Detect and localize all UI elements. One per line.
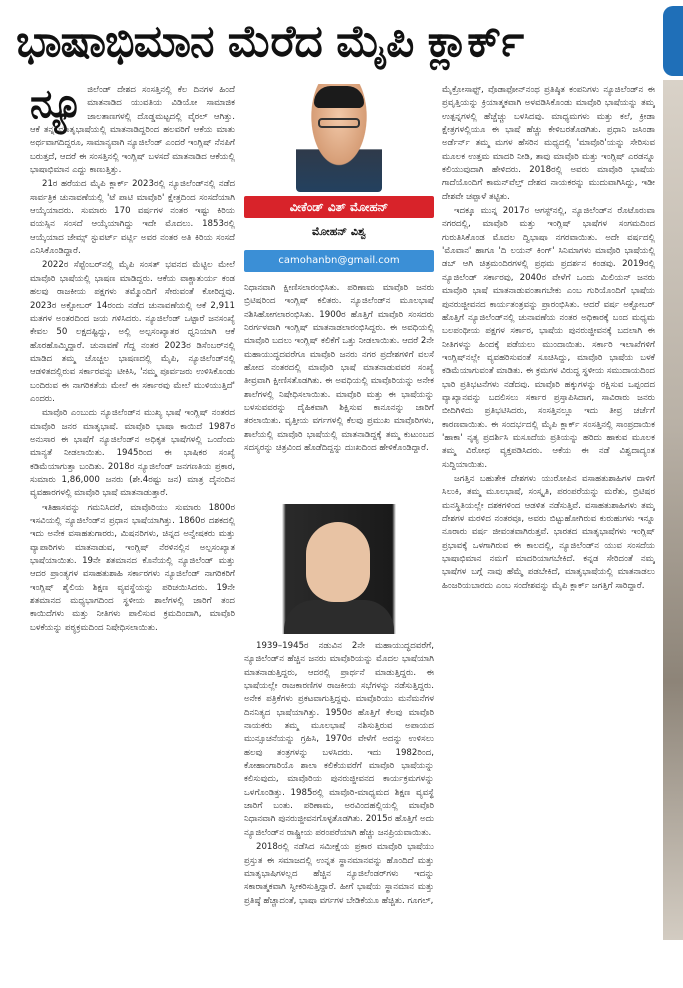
paragraph: ಮಾವೊರಿ ಎಂಬುದು ನ್ಯೂಜಿಲೆಂಡ್‌ನ ಮುಖ್ಯ ಭಾಷೆ ಇಂಗ್ಲಿಷ್ ನಂತರದ ಮಾವೊರಿ ಜನರ ಮಾತೃಭಾಷೆ. ಮಾವೊರಿ ಭಾಷಾ ಕಾಯಿದೆ 1987ರ ಅನುಸಾರ ಈ ಭಾಷೆಗೆ ನ್ಯೂಜಿಲೆಂಡ್‌ನ ಅಧಿಕೃತ ಭಾಷೆಗಳಲ್ಲಿ ಒಂದೆಂದು ಮಾನ್ಯತೆ ನೀಡಲಾಯಿತು. 1945ರಿಂದ ಈ ಭಾಷಿಕರ ಸಂಖ್ಯೆ ಕಡಿಮೆಯಾಗುತ್ತಾ ಬಂದಿತು. 2018ರ ನ್ಯೂಜಿಲೆಂಡ್ ಜನಗಣತಿಯ ಪ್ರಕಾರ, ಸುಮಾರು 1,86,000 ಜನರು (ಶೇ.4ರಷ್ಟು ಜನ) ಮಾತ್ರ ದೈನಂದಿನ ವ್ಯವಹಾರಗಳಲ್ಲಿ ಮಾವೊರಿ ಭಾಷೆ ಮಾತನಾಡುತ್ತಾರೆ. — [30, 408, 235, 499]
author-byline: ಮೋಹನ್ ವಿಶ್ವ — [312, 225, 366, 238]
paragraph: ಜಗತ್ತಿನ ಬಹುತೇಕ ದೇಶಗಳು ಯುರೋಪಿನ ವಸಾಹತುಶಾಹಿಗಳ ದಾಳಿಗೆ ಸಿಲುಕಿ, ತಮ್ಮ ಮೂಲಭಾಷೆ, ಸಂಸ್ಕೃತಿ, ಪರಂಪರೆಯನ್ನು ಮರೆತು, ಬ್ರಿಟಿಷರ ಮನಸ್ಥಿತಿಯಲ್ಲೇ ದಶಕಗಳಿಂದ ಆಡಳಿತ ನಡೆಸುತ್ತಿವೆ. ವಸಾಹತುಶಾಹಿಗಳು ತಮ್ಮ ದೇಶಗಳ ಮರಳಿದ ನಂತರವೂ, ಅವರು ಬಿಟ್ಟುಹೋಗಿರುವ ಕುರುಹುಗಳು ಇನ್ನೂ ನೂರಾರು ವರ್ಷ ಜೀವಂತವಾಗಿರುತ್ತವೆ. ಭಾರತದ ಮಾತೃಭಾಷೆಗಳು ಇಂಗ್ಲಿಷ್ ಪ್ರಭಾವಕ್ಕೆ ಒಳಗಾಗಿರುವ ಈ ಕಾಲದಲ್ಲಿ, ನ್ಯೂಜಿಲೆಂಡ್‌ನ ಯುವ ಸಂಸದೆಯ ಭಾಷಾಭಿಮಾನ ನಮಗೆ ಮಾದರಿಯಾಗಬೇಕಿದೆ. ಕನ್ನಡ ಸೇರಿದಂತೆ ನಮ್ಮ ಭಾಷೆಗಳ ಬಗ್ಗೆ ನಾವು ಹೆಮ್ಮೆ ಪಡಬೇಕಿದೆ, ಮಾತೃಭಾಷೆಯಲ್ಲಿ ಮಾತನಾಡಲು ಹಿಂಜರಿಯಬಾರದು ಎಂಬ ಸಂದೇಶವನ್ನು ಮೈಪಿ ಕ್ಲಾರ್ಕ್ ಜಗತ್ತಿಗೆ ಸಾರಿದ್ದಾರೆ. — [442, 473, 655, 591]
photo-subject-face — [306, 522, 370, 602]
portrait-hair — [314, 86, 364, 108]
author-portrait — [296, 84, 382, 192]
author-email[interactable]: camohanbn@gmail.com — [244, 250, 434, 272]
paragraph: ಇದಕ್ಕೂ ಮುನ್ನ 2017ರ ಆಗಸ್ಟ್‌ನಲ್ಲಿ, ನ್ಯೂಜಿಲೆಂಡ್‌ನ ರೊಟೊರುವಾ ನಗರದಲ್ಲಿ, ಮಾವೊರಿ ಮತ್ತು ಇಂಗ್ಲಿಷ್ ಭಾಷೆಗಳ ಸಂಗಮದಿಂದ ಗುರುತಿಸಿಕೊಂಡ ಮೊದಲ ದ್ವಿಭಾಷಾ ನಗರವಾಯಿತು. ಅದೇ ವರ್ಷದಲ್ಲಿ 'ಮೊವಾನ' ಹಾಗೂ 'ದಿ ಲಯನ್ ಕಿಂಗ್' ಸಿನಿಮಾಗಳು ಮಾವೊರಿ ಭಾಷೆಯಲ್ಲಿ ಡಬ್ ಆಗಿ ಚಿತ್ರಮಂದಿರಗಳಲ್ಲಿ ಪ್ರಥಮ ಪ್ರದರ್ಶನ ಕಂಡವು. 2019ರಲ್ಲಿ ನ್ಯೂಜಿಲೆಂಡ್ ಸರ್ಕಾರವು, 2040ರ ವೇಳೆಗೆ ಒಂದು ಮಿಲಿಯನ್ ಜನರು ಮಾವೊರಿ ಭಾಷೆ ಮಾತನಾಡುವಂತಾಗಬೇಕು ಎಂಬ ಗುರಿಯೊಂದಿಗೆ ಭಾಷೆಯ ಪುನರುಜ್ಜೀವನದ ಕಾರ್ಯತಂತ್ರವನ್ನು ಪ್ರಾರಂಭಿಸಿತು. ಆದರೆ ವರ್ಷ ಅಕ್ಟೋಬರ್ ಹೊತ್ತಿಗೆ ನ್ಯೂಜಿಲೆಂಡ್‌ನಲ್ಲಿ ಚುನಾವಣೆಯ ನಂತರ ಅಧಿಕಾರಕ್ಕೆ ಬಂದ ಮಧ್ಯಮ ಬಲಪಂಥೀಯ ಪಕ್ಷಗಳ ಸರ್ಕಾರ, ಭಾಷೆಯ ಪುನರುಜ್ಜೀವನಕ್ಕೆ ಬದಲಾಗಿ ಈ ನೀತಿಗಳನ್ನು ಹಿಂದಕ್ಕೆ ಪಡೆಯಲು ಮುಂದಾಯಿತು. ಸರ್ಕಾರಿ ಇಲಾಖೆಗಳಿಗೆ ಇಂಗ್ಲಿಷ್‌ನಲ್ಲೇ ವ್ಯವಹರಿಸುವಂತೆ ಸೂಚಿಸಿದ್ದು, ಮಾವೊರಿ ಭಾಷೆಯ ಬಳಕೆ ಕಡಿಮೆಯಾಗುವಂತೆ ಮಾಡಿತು. ಈ ಕ್ರಮಗಳ ವಿರುದ್ಧ ಸ್ಥಳೀಯ ಸಮುದಾಯದಿಂದ ಭಾರಿ ಪ್ರತಿಭಟನೆಗಳು ನಡೆದವು. ಮಾವೊರಿ ಹಕ್ಕುಗಳನ್ನು ರಕ್ಷಿಸುವ ಒಪ್ಪಂದದ ವ್ಯಾಖ್ಯಾನವನ್ನು ಬದಲಿಸಲು ಸರ್ಕಾರ ಪ್ರಸ್ತಾಪಿಸಿದಾಗ, ಸಾವಿರಾರು ಜನರು ಬೀದಿಗಿಳಿದು ಪ್ರತಿಭಟಿಸಿದರು, ಸಂಸತ್ತಿನಲ್ಲೂ ಇದು ತೀವ್ರ ಚರ್ಚೆಗೆ ಕಾರಣವಾಯಿತು. ಈ ಸಂದರ್ಭದಲ್ಲಿ ಮೈಪಿ ಕ್ಲಾರ್ಕ್ ಸಂಸತ್ತಿನಲ್ಲಿ ಸಾಂಪ್ರದಾಯಿಕ 'ಹಾಕಾ' ನೃತ್ಯ ಪ್ರದರ್ಶಿಸಿ ಮಸೂದೆಯ ಪ್ರತಿಯನ್ನು ಹರಿದು ಹಾಕುವ ಮೂಲಕ ತಮ್ಮ ವಿರೋಧ ವ್ಯಕ್ತಪಡಿಸಿದರು. ಆಕೆಯ ಈ ನಡೆ ವಿಶ್ವದಾದ್ಯಂತ ಸುದ್ದಿಯಾಯಿತು. — [442, 206, 655, 470]
article-photo — [244, 504, 434, 634]
paragraph: 2022ರ ಸೆಪ್ಟೆಂಬರ್‌ನಲ್ಲಿ ಮೈಪಿ ಸಂಸತ್ ಭವನದ ಮೆಟ್ಟಿಲ ಮೇಲೆ ಮಾವೊರಿ ಭಾಷೆಯಲ್ಲಿ ಭಾಷಣ ಮಾಡಿದ್ದರು. ಆಕೆಯ ವಾಕ್ಚಾತುರ್ಯ ಕಂಡ ಹಲವು ರಾಜಕೀಯ ಪಕ್ಷಗಳು ತಮ್ಮೊಂದಿಗೆ ಸೇರುವಂತೆ ಕೋರಿದ್ದವು. 2023ರ ಅಕ್ಟೋಬರ್ 14ರಂದು ನಡೆದ ಚುನಾವಣೆಯಲ್ಲಿ ಆಕೆ 2,911 ಮತಗಳ ಅಂತರದಿಂದ ಜಯ ಗಳಿಸಿದರು. ನ್ಯೂಜಿಲೆಂಡ್ ಒಟ್ಟಾರೆ ಜನಸಂಖ್ಯೆ ಕೇವಲ 50 ಲಕ್ಷದಷ್ಟಿದ್ದು, ಅಲ್ಲಿ ಅಲ್ಪಸಂಖ್ಯಾತರ ಧ್ವನಿಯಾಗಿ ಆಕೆ ಹೊರಹೊಮ್ಮಿದ್ದಾರೆ. ಚುನಾವಣೆ ಗೆದ್ದ ನಂತರ 2023ರ ಡಿಸೆಂಬರ್‌ನಲ್ಲಿ ಮಾಡಿದ ತಮ್ಮ ಚೊಚ್ಚಲ ಭಾಷಣದಲ್ಲಿ ಮೈಪಿ, ನ್ಯೂಜಿಲೆಂಡ್‌ನಲ್ಲಿ ಆಡಳಿತದಲ್ಲಿರುವ ಸರ್ಕಾರವನ್ನು ಟೀಕಿಸಿ, 'ನಮ್ಮ ಪೂರ್ವಜರು ಉಳಿಸಿಕೊಂಡು ಬಂದಿರುವ ಈ ನಾಗರಿಕತೆಯ ಮೇಲೆ ಈ ಸರ್ಕಾರವು ಮೇಲೆ ಮುಳಿಯುತ್ತಿದೆ' ಎಂದರು. — [30, 260, 235, 404]
portrait-glasses — [318, 118, 360, 128]
paragraph: ಮೈಕ್ರೋಸಾಫ್ಟ್, ವೊಡಾಫೋನ್‌ನಂಥ ಪ್ರತಿಷ್ಠಿತ ಕಂಪನಿಗಳು ನ್ಯೂಜಿಲೆಂಡ್‌ನ ಈ ಪ್ರವೃತ್ತಿಯನ್ನು ಕ್ರಿಯಾತ್ಮಕವಾಗಿ ಅಳವಡಿಸಿಕೊಂಡು ಮಾವೊರಿ ಭಾಷೆಯನ್ನು ತಮ್ಮ ಉತ್ಪನ್ನಗಳಲ್ಲಿ ಹೆಚ್ಚೆಚ್ಚು ಬಳಸಿದವು. ಮಾಧ್ಯಮಗಳು ಮತ್ತು ಕಲೆ, ಕ್ರೀಡಾ ಕ್ಷೇತ್ರಗಳಲ್ಲಿಯೂ ಈ ಭಾಷೆ ಹೆಚ್ಚು ಕೇಳಿಬರತೊಡಗಿತು. ಪ್ರಧಾನಿ ಜಸಿಂಡಾ ಅರ್ಡೆರ್ನ್ ತಮ್ಮ ಮಗಳ ಹೆಸರಿನ ಮಧ್ಯದಲ್ಲಿ 'ಮಾವೊರಿ'ಯನ್ನು ಸೇರಿಸುವ ಮೂಲಕ ಉತ್ತಮ ಮಾದರಿ ನೀಡಿ, ತಾವು ಮಾವೊರಿ ಮತ್ತು ಇಂಗ್ಲಿಷ್ ಎರಡನ್ನೂ ಕಲಿಯುವುದಾಗಿ ಹೇಳಿದರು. 2018ರಲ್ಲಿ ಅವರು ಮಾವೊರಿ ಭಾಷೆಯ ಗಾದೆಯೊಂದಿಗೆ ಕಾಮನ್‌ವೆಲ್ತ್ ದೇಶದ ನಾಯಕರನ್ನು ಮುದುವಾಗಿಸಿದ್ದು, ಇಡೀ ದೇಶವೇ ಚಪ್ಪಾಳೆ ತಟ್ಟಿತು. — [442, 85, 655, 202]
column-banner: ವೀಕೆಂಡ್ ವಿತ್ ಮೋಹನ್ — [244, 196, 434, 218]
paragraph: ಇತಿಹಾಸವನ್ನು ಗಮನಿಸಿದರೆ, ಮಾವೊರಿಯು ಸುಮಾರು 1800ರ ಇಸವಿಯಲ್ಲಿ ನ್ಯೂಜಿಲೆಂಡ್‌ನ ಪ್ರಧಾನ ಭಾಷೆಯಾಗಿತ್ತು. 1860ರ ದಶಕದಲ್ಲಿ ಇದು ಅನೇಕ ವಸಾಹತುಗಾರರು, ಮಿಷನರಿಗಳು, ಚಿನ್ನದ ಅನ್ವೇಷಕರು ಮತ್ತು ವ್ಯಾಪಾರಿಗಳು ಮಾತನಾಡುವ, ಇಂಗ್ಲಿಷ್ ನೆರಳಿನಲ್ಲಿನ ಅಲ್ಪಸಂಖ್ಯಾತ ಭಾಷೆಯಾಯಿತು. 19ನೇ ಶತಮಾನದ ಕೊನೆಯಲ್ಲಿ ನ್ಯೂಜಿಲೆಂಡ್ ಮತ್ತು ಆದರ ಪ್ರಾಂತ್ಯಗಳ ವಸಾಹತುಶಾಹಿ ಸರ್ಕಾರಗಳು ನ್ಯೂಜಿಲೆಂಡ್ ನಾಗರಿಕರಿಗೆ ಇಂಗ್ಲಿಷ್ ಶೈಲಿಯ ಶಿಕ್ಷಣ ವ್ಯವಸ್ಥೆಯನ್ನು ಪರಿಚಯಿಸಿದರು. 19ನೇ ಶತಮಾನದ ಮಧ್ಯಭಾಗದಿಂದ ಸ್ಥಳೀಯ ಶಾಲೆಗಳಲ್ಲಿ ಜಾರಿಗೆ ತಂದ ಕಾಯಿದೆಗಳು ಮತ್ತು ನೀತಿಗಳು ಪಾಲಿಸುವ ಕ್ರಮದಿಂದಾಗಿ, ಮಾವೊರಿ ಬಳಕೆಯನ್ನು ಪಠ್ಯಕ್ರಮದಿಂದ ನಿಷೇಧಿಸಲಾಯಿತು. — [30, 502, 235, 633]
edge-photo-strip — [663, 80, 683, 940]
dropcap: ನ್ಯೂ — [30, 84, 84, 127]
paragraph: ನಿಧಾನವಾಗಿ ಕ್ಷೀಣಿಸಲಾರಂಭಿಸಿತು. ಪರಿಣಾಮ ಮಾವೊರಿ ಜನರು ಬ್ರಿಟಿಷರಿಂದ ಇಂಗ್ಲಿಷ್ ಕಲಿತರು. ನ್ಯೂಜಿಲೆಂಡ್‌ನ ಮೂಲಭಾಷೆ ನಶಿಸಿಹೋಗಲಾರಂಭಿಸಿತು. 1900ರ ಹೊತ್ತಿಗೆ ಮಾವೊರಿ ಸಂಸದರು ನಿರರ್ಗಳವಾಗಿ ಇಂಗ್ಲಿಷ್ ಮಾತನಾಡಲಾರಂಭಿಸಿದ್ದರು. ಈ ಅವಧಿಯಲ್ಲಿ ಮಾವೊರಿ ಬದಲು ಇಂಗ್ಲಿಷ್ ಕಲಿಕೆಗೆ ಒತ್ತು ನೀಡಲಾಯಿತು. ಆದರೆ 2ನೇ ಮಹಾಯುದ್ಧದವರೆಗೂ ಮಾವೊರಿ ಜನರು ನಗರ ಪ್ರದೇಶಗಳಿಗೆ ವಲಸೆ ಹೋದ ನಂತರದಲ್ಲಿ ಮಾವೊರಿ ಭಾಷೆ ಮಾತನಾಡುವವರ ಸಂಖ್ಯೆ ತೀವ್ರವಾಗಿ ಕ್ಷೀಣಿಸತೊಡಗಿತು. ಈ ಅವಧಿಯಲ್ಲಿ ಮಾವೊರಿಯನ್ನು ಅನೇಕ ಶಾಲೆಗಳಲ್ಲಿ ನಿಷೇಧಿಸಲಾಯಿತು. ಮಾವೊರಿ ಮತ್ತು ಈ ಭಾಷೆಯನ್ನು ಬಳಸುವವರನ್ನು ದೈಹಿಕವಾಗಿ ಶಿಕ್ಷಿಸುವ ಕಾನೂನನ್ನು ಜಾರಿಗೆ ತರಲಾಯಿತು. ವೃತ್ತೀಯ ವರ್ಗಗಳಲ್ಲಿ ಕೆಲವು ಪ್ರಮುಖ ಮಾವೊರಿಗಳು, ಶಾಲೆಯಲ್ಲಿ ಮಾವೊರಿ ಭಾಷೆಯಲ್ಲಿ ಮಾತನಾಡಿದ್ದಕ್ಕೆ ತಮ್ಮ ಕುಟುಂಬದ ಸದಸ್ಯರನ್ನು ಚಿತ್ರವಿಂದ ಹೊಡೆದಿದ್ದನ್ನು ದುಃಖದಿಂದ ಹೇಳಿಕೊಂಡಿದ್ದಾರೆ. — [244, 283, 434, 454]
paragraph: 21ರ ಹರೆಯದ ಮೈಪಿ ಕ್ಲಾರ್ಕ್ 2023ರಲ್ಲಿ ನ್ಯೂಜಿಲೆಂಡ್‌ನಲ್ಲಿ ನಡೆದ ಸಾರ್ವತ್ರಿಕ ಚುನಾವಣೆಯಲ್ಲಿ 'ಟೆ ಪಾಟಿ ಮಾವೊರಿ' ಕ್ಷೇತ್ರದಿಂದ ಸಂಸದೆಯಾಗಿ ಆಯ್ಕೆಯಾದರು. ಸುಮಾರು 170 ವರ್ಷಗಳ ನಂತರ ಇಷ್ಟು ಕಿರಿಯ ವಯಸ್ಸಿನ ಸಂಸದೆ ಆಯ್ಕೆಯಾಗಿದ್ದು ಇದೇ ಮೊದಲು. 1853ರಲ್ಲಿ ಆಯ್ಕೆಯಾದ ಜೇಮ್ಸ್ ಸ್ಟುವರ್ಟ್ ವರ್ಟ್ಲಿ ಅವರ ನಂತರ ಅತಿ ಕಿರಿಯ ಸಂಸದೆ ಎನಿಸಿಕೊಂಡಿದ್ದಾರೆ. — [30, 179, 235, 257]
paragraph: ನ್ಯೂ ಜಿಲೆಂಡ್ ದೇಶದ ಸಂಸತ್ತಿನಲ್ಲಿ ಕೆಲ ದಿನಗಳ ಹಿಂದೆ ಮಾತನಾಡಿದ ಯುವತಿಯ ವಿಡಿಯೋ ಸಾಮಾಜಿಕ ಜಾಲತಾಣಗಳಲ್ಲಿ ದೊಡ್ಡಮಟ್ಟದಲ್ಲಿ ವೈರಲ್ ಆಗಿತ್ತು. ಆಕೆ ತನ್ನ ಮಾತೃಭಾಷೆಯಲ್ಲಿ ಮಾತನಾಡಿದ್ದರಿಂದ ಹಲವರಿಗೆ ಆಕೆಯ ಮಾತು ಅರ್ಥವಾಗದಿದ್ದರೂ, ಸಾಮಾನ್ಯವಾಗಿ ನ್ಯೂಜಿಲೆಂಡ್ ಎಂದರೆ ಇಂಗ್ಲಿಷ್ ನೆನಪಿಗೆ ಬರುತ್ತದೆ, ಆದರೆ ಈ ಸಂಸತ್ತಿನಲ್ಲಿ ಇಂಗ್ಲಿಷ್ ಬಳಸದೆ ಮಾತನಾಡಿದ ಆಕೆಯಲ್ಲಿ ಭಾಷಾಭಿಮಾನ ಎದ್ದು ಕಾಣುತ್ತಿತ್ತು. — [30, 84, 235, 176]
paragraph: 2018ರಲ್ಲಿ ನಡೆಸಿದ ಸಮೀಕ್ಷೆಯ ಪ್ರಕಾರ ಮಾವೊರಿ ಭಾಷೆಯು ಪ್ರಸ್ತುತ ಈ ಸಮಾಜದಲ್ಲಿ ಉನ್ನತ ಸ್ಥಾನಮಾನವನ್ನು ಹೊಂದಿದೆ ಮತ್ತು ಮಾತೃಭಾಷಿಗಳಲ್ಲದ ಹೆಚ್ಚಿನ ನ್ಯೂಜಿಲೆಂಡರ್‌ಗಳು ಇದನ್ನು ಸಕಾರಾತ್ಮಕವಾಗಿ ಸ್ವೀಕರಿಸುತ್ತಿದ್ದಾರೆ. ಹೀಗೆ ಭಾಷೆಯ ಸ್ಥಾನಮಾನ ಮತ್ತು ಪ್ರತಿಷ್ಠೆ ಹೆಚ್ಚಾದಂತೆ, ಭಾಷಾ ವರ್ಗಗಳ ಬೇಡಿಕೆಯೂ ಹೆಚ್ಚಿತು. ಗೂಗಲ್, — [244, 842, 434, 906]
article-column-1 — [30, 84, 235, 984]
headline: ಭಾಷಾಭಿಮಾನ ಮೆರೆದ ಮೈಪಿ ಕ್ಲಾರ್ಕ್ — [16, 16, 524, 67]
article-column-3 — [442, 84, 655, 984]
column-header-box — [244, 84, 434, 280]
edge-tab — [663, 6, 683, 76]
article-column-2-lower — [244, 640, 434, 985]
photo-subject-body — [284, 600, 394, 634]
paragraph: 1939–1945ರ ನಡುವಿನ 2ನೇ ಮಹಾಯುದ್ಧದವರೆಗೆ, ನ್ಯೂಜಿಲೆಂಡ್‌ನ ಹೆಚ್ಚಿನ ಜನರು ಮಾವೊರಿಯನ್ನು ಮೊದಲ ಭಾಷೆಯಾಗಿ ಮಾತನಾಡುತ್ತಿದ್ದರು, ಆದರಲ್ಲಿ ಪ್ರಾರ್ಥನೆ ಮಾಡುತ್ತಿದ್ದರು. ಈ ಭಾಷೆಯಲ್ಲೇ ರಾಜಕಾರಣಿಗಳ ರಾಜಕೀಯ ಸಭೆಗಳನ್ನು ನಡೆಸುತ್ತಿದ್ದರು. ಅನೇಕ ಪತ್ರಿಕೆಗಳು ಪ್ರಕಟವಾಗುತ್ತಿದ್ದವು. ಮಾವೊರಿಯು ಮನೆಮನೆಗಳ ದಿನನಿತ್ಯದ ಭಾಷೆಯಾಗಿತ್ತು. 1950ರ ಹೊತ್ತಿಗೆ ಕೆಲವು ಮಾವೊರಿ ನಾಯಕರು ತಮ್ಮ ಮೂಲಭಾಷೆ ನಶಿಸುತ್ತಿರುವ ಅಪಾಯದ ಮುನ್ಸೂಚನೆಯನ್ನು ಗ್ರಹಿಸಿ, 1970ರ ವೇಳೆಗೆ ಅದನ್ನು ಉಳಿಸಲು ಹಲವು ತಂತ್ರಗಳನ್ನು ಬಳಸಿದರು. ಇದು 1982ರಿಂದ, ಕೋಹಾಂಗಾರಿಯೊ ಶಾಲಾ ಕಲಿಕೆಯವರೆಗೆ ಮಾವೊರಿ ಭಾಷೆಯನ್ನು ಕಲಿಸುವುದು, ಮಾವೊರಿಯ ಪುನರುಜ್ಜೀವನದ ಕಾರ್ಯಕ್ರಮಗಳನ್ನು ಒಳಗೊಂಡಿತ್ತು. 1985ರಲ್ಲಿ ಮಾವೊರಿ-ಮಾಧ್ಯಮದ ಶಿಕ್ಷಣ ವ್ಯವಸ್ಥೆ ಜಾರಿಗೆ ಬಂತು. ಪರಿಣಾಮ, ಅರವಿಂದಹಲ್ಲಿಯಲ್ಲಿ ಮಾವೊರಿ ನಿಧಾನವಾಗಿ ಪುನರುಜ್ಜೀವನಗೊಳ್ಳತೊಡಗಿತು. 2015ರ ಹೊತ್ತಿಗೆ ಅದು ನ್ಯೂಜಿಲೆಂಡ್‌ನ ರಾಷ್ಟ್ರೀಯ ಪರಂಪರೆಯಾಗಿ ಹೆಚ್ಚು ಜನಪ್ರಿಯವಾಯಿತು. — [244, 641, 434, 838]
